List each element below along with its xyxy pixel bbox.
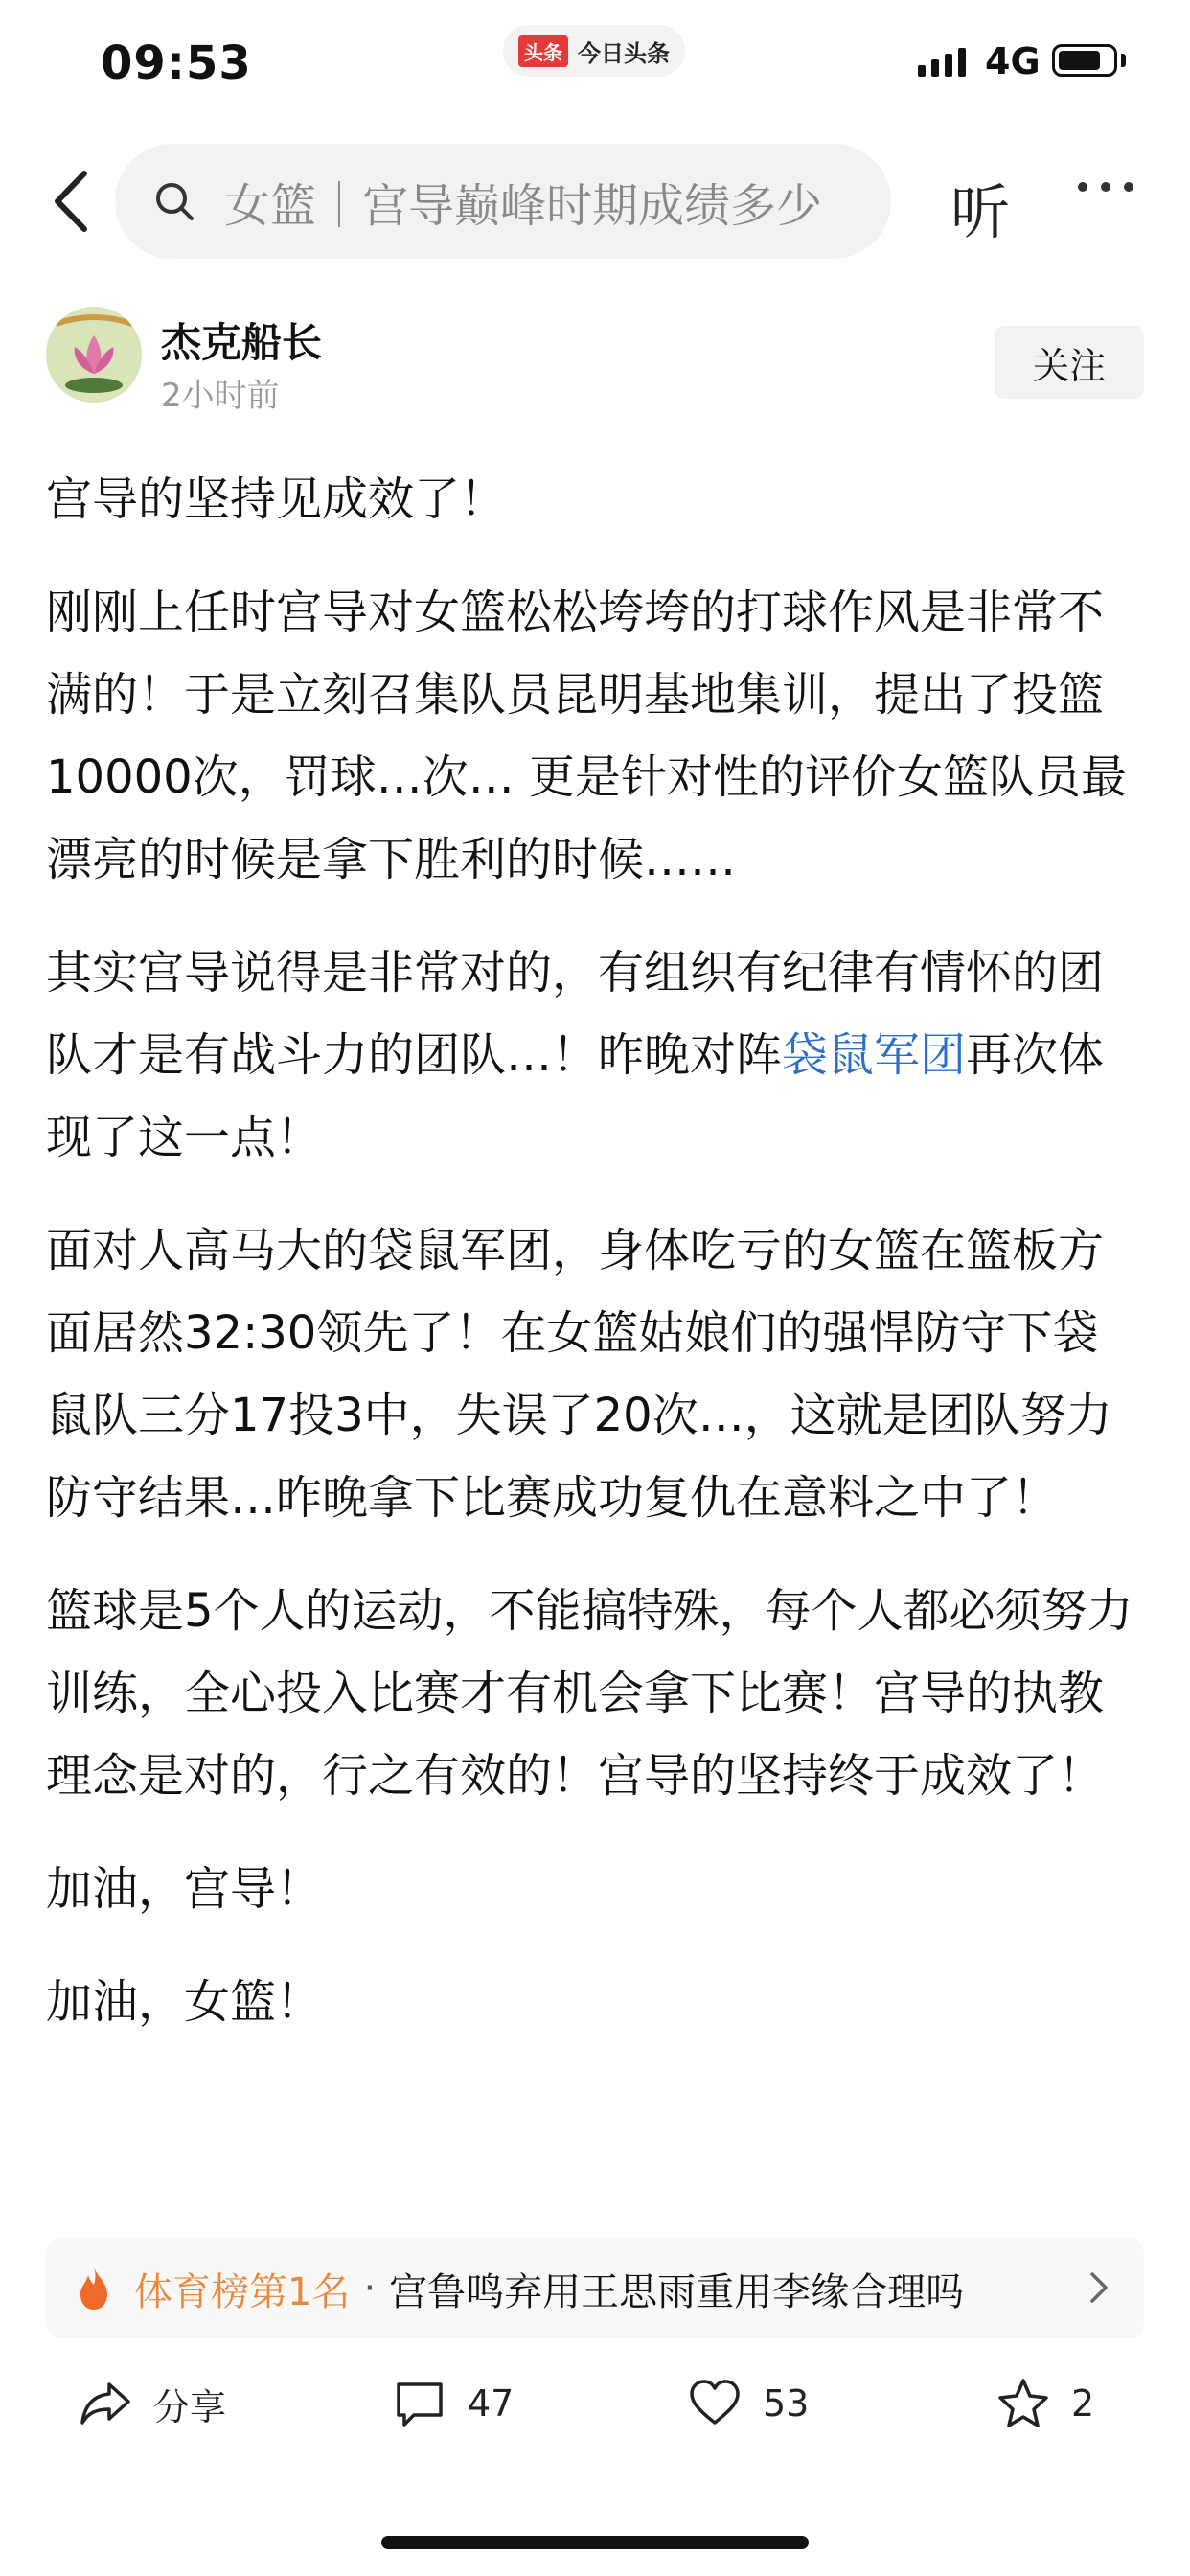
back-arrow-icon[interactable] xyxy=(48,168,96,235)
author-avatar[interactable] xyxy=(46,307,142,402)
battery-tip xyxy=(1121,54,1126,67)
source-badge: 头条 xyxy=(518,35,568,67)
flame-icon xyxy=(75,2266,113,2312)
lotus-avatar-icon xyxy=(46,307,142,402)
rank-separator: · xyxy=(363,2266,377,2311)
paragraph-4: 面对人高马大的袋鼠军团，身体吃亏的女篮在篮板方面居然32:30领先了！在女篮姑娘们的强悍防守下袋鼠队三分17投3中，失误了20次…，这就是团队努力防守结果…昨晚拿下比赛成功复仇在意料之中了！ xyxy=(46,1224,1112,1525)
paragraph-1: 宫导的坚持见成效了！ xyxy=(46,472,507,526)
paragraph-5: 篮球是5个人的运动，不能搞特殊，每个人都必须努力训练，全心投入比赛才有机会拿下比赛！宫导的执教理念是对的，行之有效的！宫导的坚持终于成效了！ xyxy=(46,1584,1133,1803)
article-body xyxy=(46,458,1144,2074)
comment-icon xyxy=(393,2377,446,2430)
source-app-pill[interactable] xyxy=(503,25,685,77)
battery-icon xyxy=(1052,44,1117,77)
like-count: 53 xyxy=(763,2382,810,2425)
paragraph-3-text-a: 其实宫导说得是非常对的，有组织有纪律有情怀的团队才是有战斗力的团队…！昨晚对阵 xyxy=(46,946,1105,1082)
search-icon xyxy=(151,178,197,224)
paragraph-6: 加油，宫导！ xyxy=(46,1862,323,1916)
paragraph-2: 刚刚上任时宫导对女篮松松垮垮的打球作风是非常不满的！于是立刻召集队员昆明基地集训，提出了投篮10000次，罚球…次… 更是针对性的评价女篮队员最漂亮的时候是拿下胜利的时候…… xyxy=(46,586,1127,886)
share-label: 分享 xyxy=(153,2385,227,2428)
share-icon xyxy=(79,2377,132,2430)
status-time: 09:53 xyxy=(101,36,252,90)
topic-link[interactable]: 袋鼠军团 xyxy=(782,1028,967,1082)
rank-label: 体育榜第1名 xyxy=(134,2269,351,2314)
paragraph-7: 加油，女篮！ xyxy=(46,1975,323,2029)
hot-rank-banner[interactable] xyxy=(46,2238,1144,2339)
like-button[interactable] xyxy=(688,2377,809,2430)
share-button[interactable] xyxy=(79,2377,226,2430)
comment-count: 47 xyxy=(468,2382,515,2425)
search-query-text: 女篮｜宫导巅峰时期成绩多少 xyxy=(224,178,823,233)
network-type: 4G xyxy=(985,40,1041,82)
search-bar[interactable] xyxy=(115,144,891,259)
heart-icon xyxy=(688,2377,742,2430)
favorite-button[interactable] xyxy=(996,2377,1094,2430)
paragraph-3-text-b: 再次体现了这一点！ xyxy=(46,1028,1105,1164)
chevron-right-icon xyxy=(1087,2271,1111,2304)
follow-button[interactable]: 关注 xyxy=(995,326,1144,399)
comment-button[interactable] xyxy=(393,2377,514,2430)
home-indicator[interactable] xyxy=(381,2536,809,2549)
post-time: 2小时前 xyxy=(161,377,280,415)
favorite-count: 2 xyxy=(1071,2382,1095,2425)
listen-button[interactable]: 听 xyxy=(950,177,1011,247)
signal-icon xyxy=(918,48,966,77)
action-bar xyxy=(0,2377,1190,2453)
author-name[interactable]: 杰克船长 xyxy=(161,319,323,366)
paragraph-3 xyxy=(46,932,1144,1179)
star-icon xyxy=(996,2377,1050,2430)
hot-topic-title: 宫鲁鸣弃用王思雨重用李缘合理吗 xyxy=(389,2269,965,2314)
source-app-name: 今日头条 xyxy=(578,39,670,67)
more-options-icon[interactable] xyxy=(1078,182,1133,192)
